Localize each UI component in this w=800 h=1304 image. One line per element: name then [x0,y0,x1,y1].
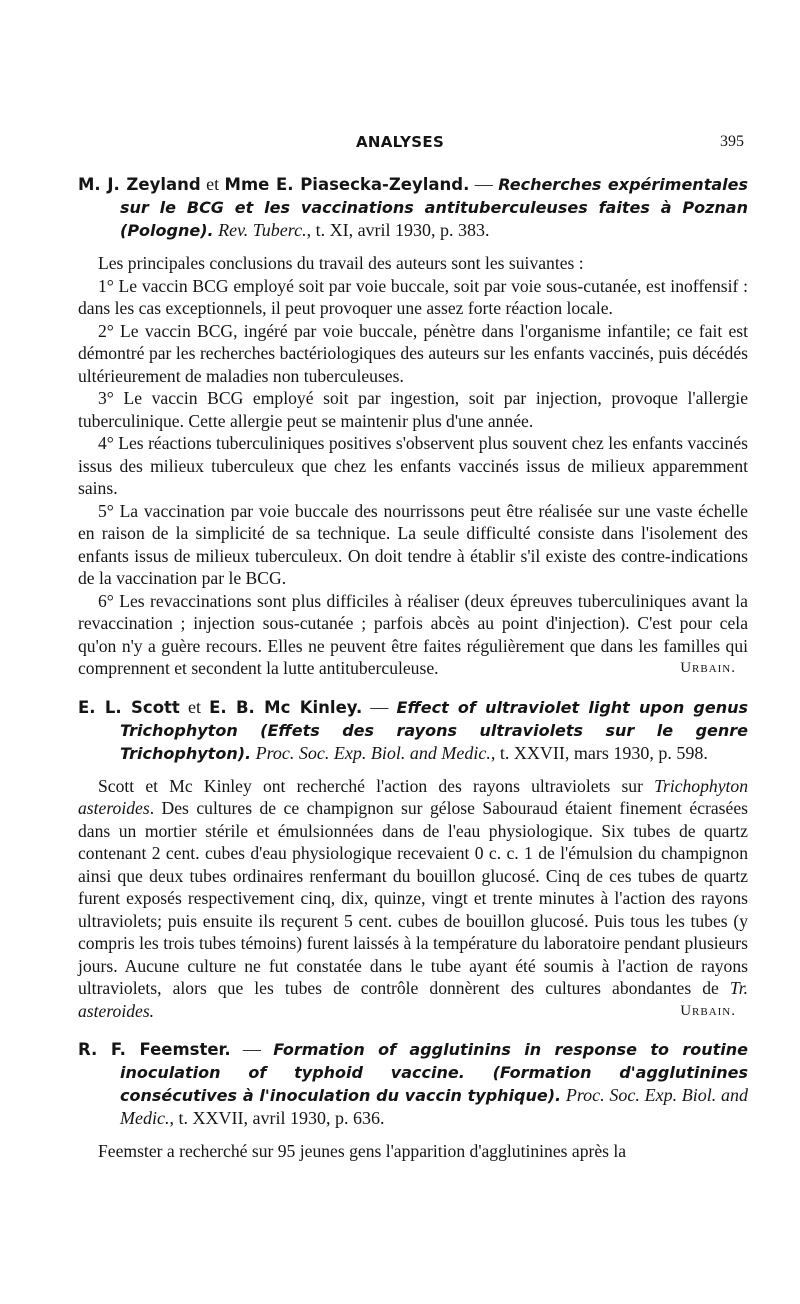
paragraph: 5° La vaccination par voie buccale des nourrissons peut être réalisée sur une vaste échelle en raison de la simplicité de sa technique. La seule difficulté consiste dans l'isolement des enfants issus de milieux tuberculeux. On doit tendre à établir s'il existe des contre-indications de la vaccination par le BCG. [78,500,748,588]
article-reference [78,696,748,765]
article-conjunction: et [187,696,201,717]
article-authors: E. L. Scott [78,697,180,717]
running-head [0,133,800,153]
article-journal: Proc. Soc. Exp. Biol. and Medic. [255,742,491,763]
paragraph-text: . Des cultures de ce champignon sur gélose Sabouraud étaient finement écrasées dans un mortier stérile et émulsionnées dans de l'eau physiologique. Six tubes de quartz contenant 2 cent. cubes d'eau physiologique recevaient 0 c. c. 1 de l'émulsion du champignon ainsi que deux tubes ordinaires renfermant du bouillon glucosé. Cinq de ces tubes de quartz furent exposés respectivement cinq, dix, quinze, vingt et trente minutes à l'action des rayons ultraviolets; puis ensuite ils reçurent 5 cent. cubes de bouillon glucosé. Puis tous les tubes (y compris les trois tubes témoins) furent laissés à la température du laboratoire pendant plusieurs jours. Aucune culture ne fut constatée dans le tube ayant été soumis à l'action de rayons ultraviolets, alors que les tubes de contrôle donnèrent des cultures abondantes de [78,798,748,998]
article-authors: M. J. Zeyland [78,175,201,194]
article-scott [78,696,748,1023]
article-dash: — [362,696,397,717]
article-title: Formation of agglutinins in response to routine inoculation of typhoid vaccine. (Formation d'agglutinines consécutives à l'inoculation du vaccin typhique). [120,1040,749,1105]
signature: Urbain. [680,660,736,676]
running-title: ANALYSES [355,133,445,151]
paragraph: 1° Le vaccin BCG employé soit par voie buccale, soit par voie sous-cutanée, est inoffensif : dans les cas exceptionnels, il peut provoquer une assez forte réaction locale. [78,275,748,318]
article-reference [78,173,748,242]
paragraph: 3° Le vaccin BCG employé soit par ingestion, soit par injection, provoque l'allergie tuberculinique. Cette allergie peut se maintenir plus d'une année. [78,388,748,431]
paragraph-intro: Scott et Mc Kinley ont recherché l'action des rayons ultraviolets sur [98,775,643,796]
paragraph: Les principales conclusions du travail des auteurs sont les suivantes : [98,253,584,273]
article-authors-2: Mme E. Piasecka-Zeyland. [224,175,470,194]
article-body [78,1140,748,1163]
paragraph-with-signature [78,775,748,1023]
article-citation: , t. XXVII, avril 1930, p. 636. [169,1108,385,1128]
article-authors-2: E. B. Mc Kinley. [209,697,363,717]
article-citation: , t. XI, avril 1930, p. 383. [306,220,490,240]
page-number: 395 [720,133,744,150]
species-name-short: Tr. asteroides. [78,978,748,1021]
article-citation: , t. XXVII, mars 1930, p. 598. [490,742,708,763]
article-body [78,775,748,1023]
paragraph-with-signature [78,590,748,680]
content [78,173,748,1163]
paragraph: 4° Les réactions tuberculiniques positives s'observent plus souvent chez les enfants vaccinés issus des milieux tuberculeux que chez les enfants vaccinés issus de milieux apparemment sains. [78,433,748,498]
article-title: Recherches expérimentales sur le BCG et les vaccinations antituberculeuses faites à Poznan (Pologne). [120,175,749,240]
article-zeyland [78,173,748,680]
article-dash: — [230,1039,274,1059]
article-body [78,252,748,680]
paragraph: Feemster a recherché sur 95 jeunes gens l'apparition d'agglutinines après la [98,1141,627,1161]
paragraph: 2° Le vaccin BCG, ingéré par voie buccale, pénètre dans l'organisme infantile; ce fait est démontré par les recherches bactériologiques des auteurs sur les enfants vaccinés, puis décédés ultérieurement de maladies non tuberculeuses. [78,320,748,386]
signature: Urbain. [680,1002,736,1019]
article-journal: Rev. Tuberc. [218,220,307,240]
article-authors: R. F. Feemster. [78,1040,231,1059]
article-conjunction: et [206,174,220,194]
article-title: Effect of ultraviolet light upon genus Trichophyton (Effets des rayons ultraviolets sur le genre Trichophyton). [120,697,749,763]
article-feemster [78,1038,748,1163]
paragraph-text: 6° Les revaccinations sont plus difficiles à réaliser (deux épreuves tuberculiniques avant la revaccination ; injection sous-cutanée ; parfois abcès au point d'injection). C'est pour cela qu'on n'y a guère recours. Elles ne peuvent être faites régulièrement que dans les familles qui comprennent et secondent la lutte antituberculeuse. [78,590,748,678]
article-reference [78,1038,748,1130]
species-name: Trichophyton asteroides [78,775,748,818]
article-dash: — [469,174,499,194]
article-journal: Proc. Soc. Exp. Biol. and Medic. [120,1085,749,1128]
